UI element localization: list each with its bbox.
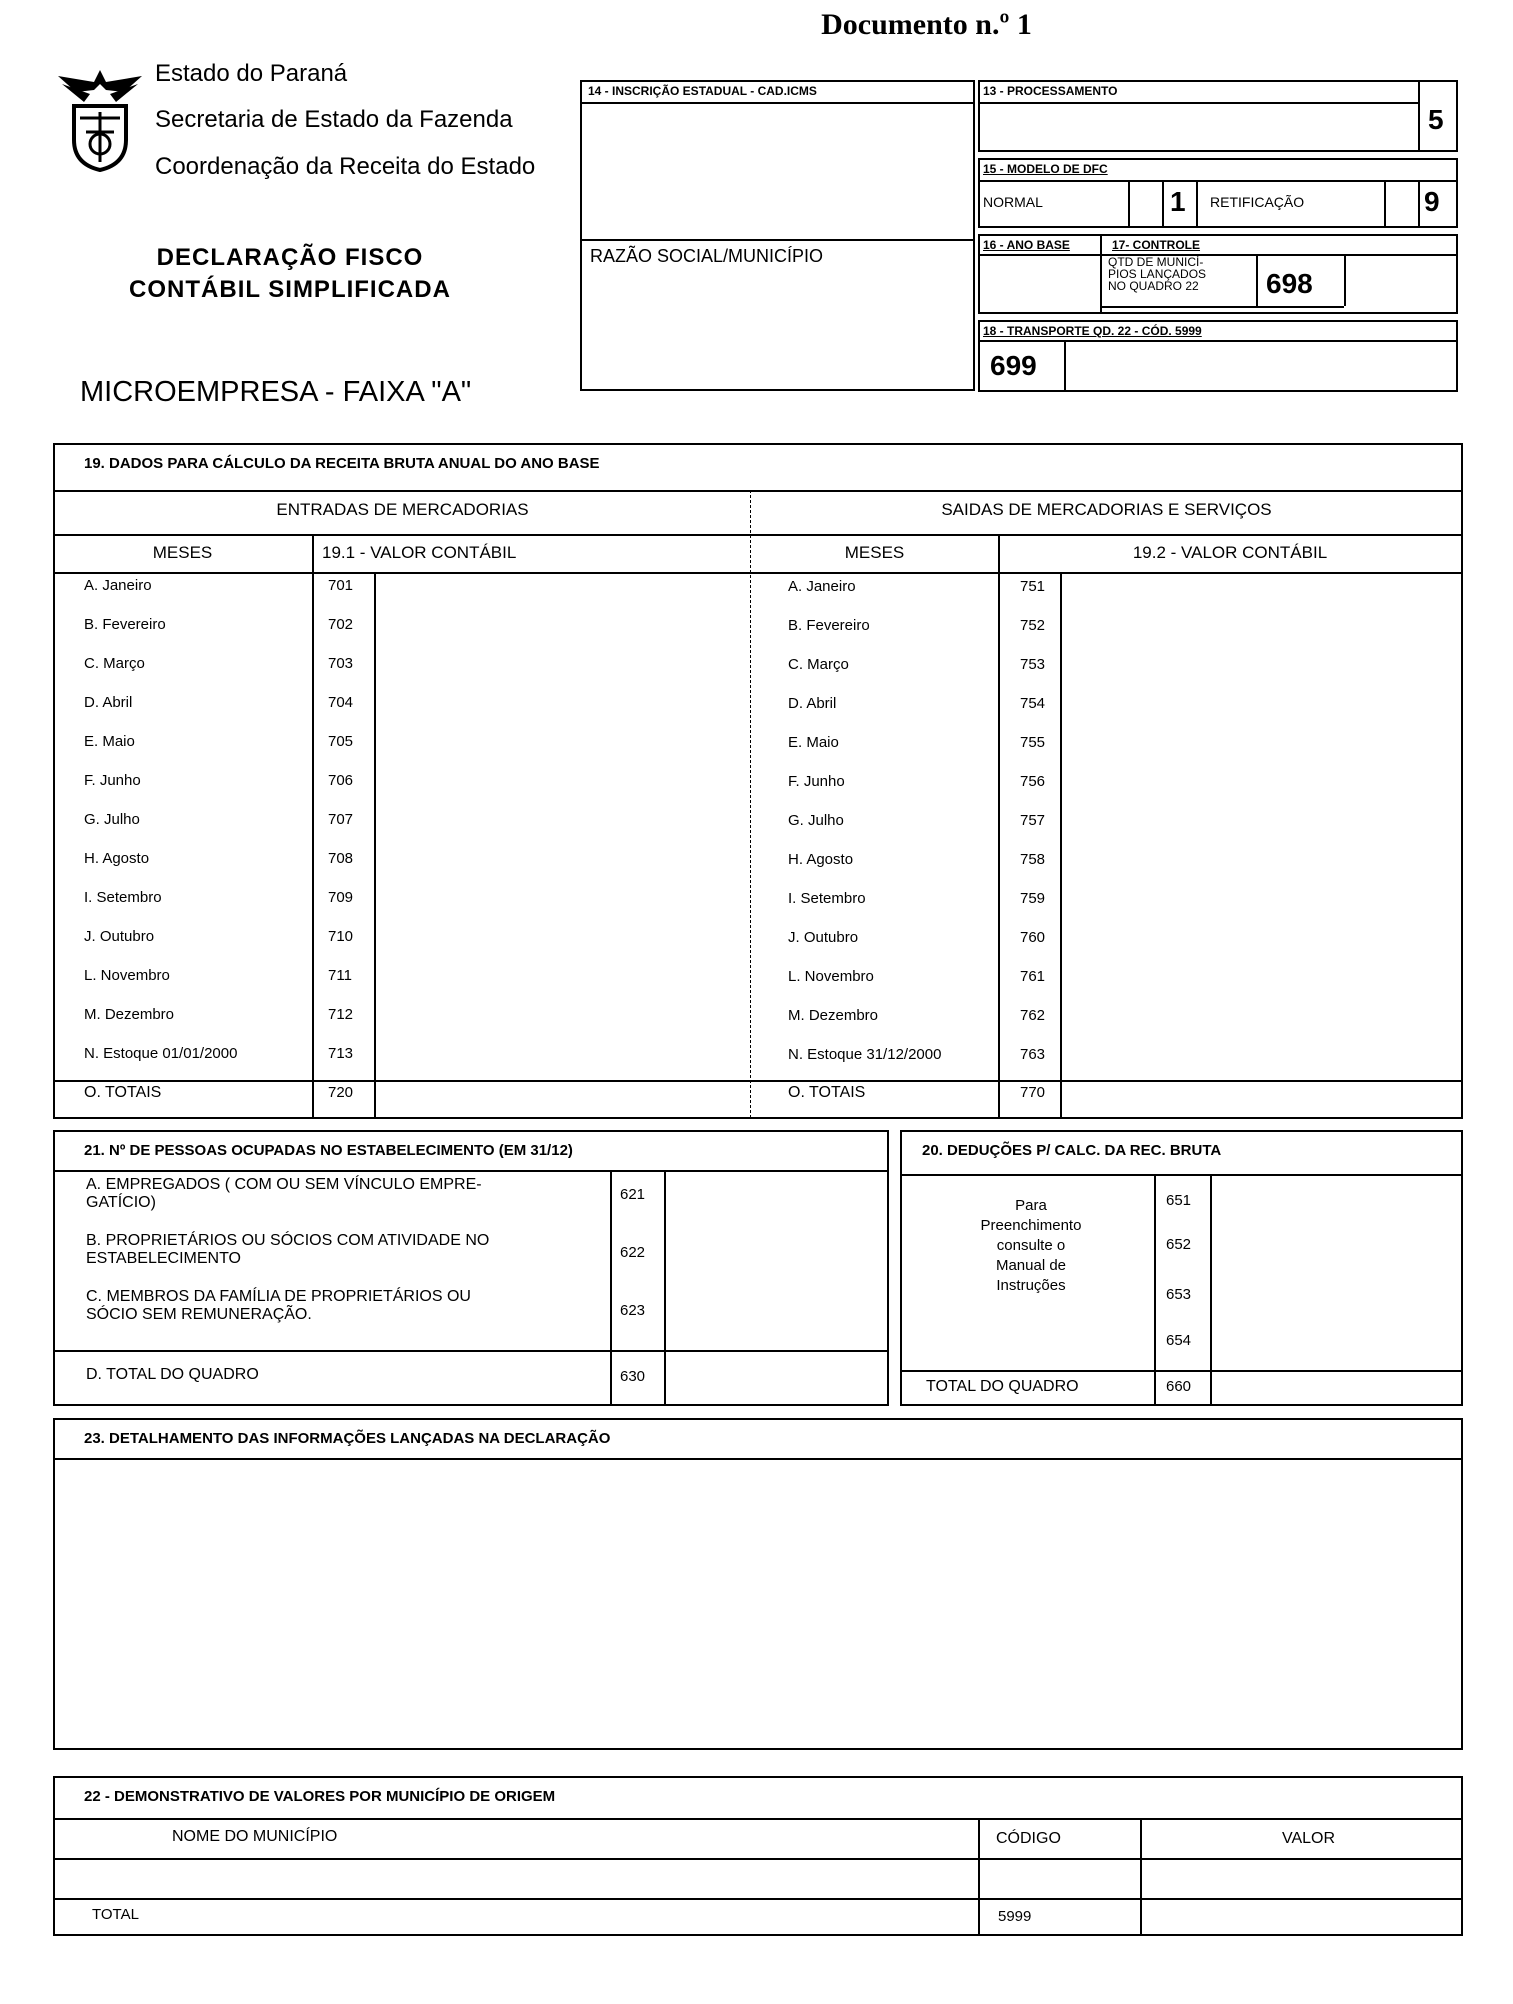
codigo-field[interactable] xyxy=(980,1860,1138,1896)
entradas-code: 706 xyxy=(328,772,354,789)
entradas-mes: M. Dezembro xyxy=(84,1006,175,1023)
category-label: MICROEMPRESA - FAIXA "A" xyxy=(80,376,472,408)
totais-entradas-label: O. TOTAIS xyxy=(84,1084,162,1101)
pessoas-row-empregados: A. EMPREGADOS ( COM OU SEM VÍNCULO EMPRE- GATÍCIO) xyxy=(86,1176,482,1211)
pessoas-row-proprietarios: B. PROPRIETÁRIOS OU SÓCIOS COM ATIVIDADE NO ESTABELECIMENTO xyxy=(86,1232,490,1267)
saidas-code: 763 xyxy=(1020,1046,1046,1063)
col-municipio-header: NOME DO MUNICÍPIO xyxy=(172,1828,338,1845)
deducoes-total-code: 660 xyxy=(1166,1378,1192,1395)
section-21-title: 21. Nº DE PESSOAS OCUPADAS NO ESTABELECIMENTO (EM 31/12) xyxy=(84,1142,573,1159)
inscricao-field[interactable] xyxy=(582,104,973,238)
saidas-code: 751 xyxy=(1020,578,1046,595)
entradas-mes: C. Março xyxy=(84,655,145,672)
saidas-mes: D. Abril xyxy=(788,695,837,712)
col-valor-header: VALOR xyxy=(1282,1830,1336,1847)
entradas-code: 709 xyxy=(328,889,354,906)
deducoes-code: 653 xyxy=(1166,1286,1192,1303)
saidas-mes: G. Julho xyxy=(788,812,844,829)
entradas-code: 702 xyxy=(328,616,354,633)
entradas-mes: J. Outubro xyxy=(84,928,155,945)
entradas-mes: F. Junho xyxy=(84,772,141,789)
transporte-value: 699 xyxy=(990,350,1037,381)
meses-header-right: MESES xyxy=(844,543,905,562)
processamento-label: 13 - PROCESSAMENTO xyxy=(983,84,1118,98)
saidas-mes: M. Dezembro xyxy=(788,1007,879,1024)
section-20-title: 20. DEDUÇÕES P/ CALC. DA REC. BRUTA xyxy=(922,1142,1222,1159)
form-title-line1: DECLARAÇÃO FISCO xyxy=(156,244,424,271)
deducoes-values-field[interactable] xyxy=(1212,1176,1461,1368)
section-23-title: 23. DETALHAMENTO DAS INFORMAÇÕES LANÇADAS NA DECLARAÇÃO xyxy=(84,1430,611,1447)
totais-saidas-code: 770 xyxy=(1020,1084,1046,1101)
razao-label: RAZÃO SOCIAL/MUNICÍPIO xyxy=(590,246,824,266)
municipio-total-field[interactable] xyxy=(1142,1900,1461,1934)
entradas-mes: E. Maio xyxy=(84,733,135,750)
pessoas-code: 623 xyxy=(620,1302,646,1319)
retificacao-value: 9 xyxy=(1424,186,1440,217)
deducoes-total-label: TOTAL DO QUADRO xyxy=(926,1378,1079,1395)
normal-value: 1 xyxy=(1170,186,1186,217)
saidas-mes: L. Novembro xyxy=(788,968,874,985)
modelo-label: 15 - MODELO DE DFC xyxy=(983,162,1108,176)
coordination-name: Coordenação da Receita do Estado xyxy=(155,153,536,180)
qtd-municipios-value: 698 xyxy=(1266,268,1313,299)
valor-contabil-1-header: 19.1 - VALOR CONTÁBIL xyxy=(322,543,517,562)
saidas-mes: J. Outubro xyxy=(788,929,859,946)
entradas-mes: N. Estoque 01/01/2000 xyxy=(84,1045,238,1062)
entradas-code: 710 xyxy=(328,928,354,945)
state-name: Estado do Paraná xyxy=(155,60,348,87)
saidas-code: 758 xyxy=(1020,851,1046,868)
form-title xyxy=(90,242,490,306)
entradas-code: 711 xyxy=(328,967,352,984)
entradas-code: 703 xyxy=(328,655,354,672)
section-19-title: 19. DADOS PARA CÁLCULO DA RECEITA BRUTA ANUAL DO ANO BASE xyxy=(84,455,600,472)
document-title: Documento n.º 1 xyxy=(821,8,1032,41)
pessoas-values-field[interactable] xyxy=(666,1172,887,1348)
saidas-mes: C. Março xyxy=(788,656,849,673)
entradas-code: 701 xyxy=(328,577,354,594)
municipio-total-label: TOTAL xyxy=(92,1906,139,1923)
entradas-mes: D. Abril xyxy=(84,694,133,711)
saidas-mes: E. Maio xyxy=(788,734,839,751)
totais-entradas-field[interactable] xyxy=(376,1082,748,1117)
entradas-code: 705 xyxy=(328,733,354,750)
saidas-code: 753 xyxy=(1020,656,1046,673)
pessoas-code: 621 xyxy=(620,1186,646,1203)
saidas-code: 755 xyxy=(1020,734,1046,751)
saidas-mes: H. Agosto xyxy=(788,851,854,868)
deducoes-code: 654 xyxy=(1166,1332,1192,1349)
entradas-code: 704 xyxy=(328,694,354,711)
transporte-label: 18 - TRANSPORTE QD. 22 - CÓD. 5999 xyxy=(983,324,1202,338)
totais-saidas-label: O. TOTAIS xyxy=(788,1084,866,1101)
saidas-code: 757 xyxy=(1020,812,1046,829)
coat-of-arms-icon xyxy=(54,62,146,174)
processamento-value: 5 xyxy=(1428,104,1444,135)
pessoas-code: 622 xyxy=(620,1244,646,1261)
ano-base-label: 16 - ANO BASE xyxy=(983,238,1070,252)
entradas-code: 712 xyxy=(328,1006,354,1023)
entradas-mes: G. Julho xyxy=(84,811,140,828)
pessoas-row-membros: C. MEMBROS DA FAMÍLIA DE PROPRIETÁRIOS OU SÓCIO SEM REMUNERAÇÃO. xyxy=(86,1288,471,1323)
section-22-title: 22 - DEMONSTRATIVO DE VALORES POR MUNICÍPIO DE ORIGEM xyxy=(84,1788,556,1805)
form-title-line2: CONTÁBIL SIMPLIFICADA xyxy=(129,276,451,303)
saidas-code: 754 xyxy=(1020,695,1046,712)
entradas-header: ENTRADAS DE MERCADORIAS xyxy=(276,500,529,519)
valor-contabil-2-header: 19.2 - VALOR CONTÁBIL xyxy=(1132,543,1328,562)
deducoes-code: 651 xyxy=(1166,1192,1192,1209)
col-codigo-header: CÓDIGO xyxy=(996,1830,1061,1847)
saidas-mes: A. Janeiro xyxy=(788,578,856,595)
entradas-mes: L. Novembro xyxy=(84,967,170,984)
totais-entradas-code: 720 xyxy=(328,1084,354,1101)
saidas-values-field[interactable] xyxy=(1062,574,1461,1078)
entradas-mes: A. Janeiro xyxy=(84,577,152,594)
saidas-mes: I. Setembro xyxy=(788,890,866,907)
pessoas-total-code: 630 xyxy=(620,1368,646,1385)
deducoes-code: 652 xyxy=(1166,1236,1192,1253)
inscricao-label: 14 - INSCRIÇÃO ESTADUAL - CAD.ICMS xyxy=(588,84,817,98)
saidas-mes: B. Fevereiro xyxy=(788,617,870,634)
retificacao-label: RETIFICAÇÃO xyxy=(1210,194,1305,210)
secretariat-name: Secretaria de Estado da Fazenda xyxy=(155,106,513,133)
saidas-code: 756 xyxy=(1020,773,1046,790)
meses-header-left: MESES xyxy=(152,543,213,562)
saidas-header: SAIDAS DE MERCADORIAS E SERVIÇOS xyxy=(941,500,1272,519)
entradas-values-field[interactable] xyxy=(376,574,748,1078)
saidas-code: 759 xyxy=(1020,890,1046,907)
valor-field[interactable] xyxy=(1142,1860,1461,1896)
saidas-mes: F. Junho xyxy=(788,773,845,790)
saidas-code: 760 xyxy=(1020,929,1046,946)
entradas-code: 713 xyxy=(328,1045,354,1062)
entradas-mes: H. Agosto xyxy=(84,850,150,867)
entradas-code: 707 xyxy=(328,811,354,828)
transporte-field[interactable] xyxy=(1066,342,1456,390)
totais-saidas-field[interactable] xyxy=(1062,1082,1461,1117)
municipio-total-code: 5999 xyxy=(998,1908,1032,1925)
pessoas-total-field[interactable] xyxy=(666,1352,887,1404)
normal-label: NORMAL xyxy=(983,194,1043,210)
razao-field[interactable] xyxy=(582,270,973,388)
municipio-field[interactable] xyxy=(55,1860,976,1896)
ano-base-field[interactable] xyxy=(980,256,1098,312)
saidas-code: 761 xyxy=(1020,968,1046,985)
controle-label: 17- CONTROLE xyxy=(1112,238,1201,252)
saidas-code: 762 xyxy=(1020,1007,1046,1024)
entradas-mes: I. Setembro xyxy=(84,889,162,906)
entradas-code: 708 xyxy=(328,850,354,867)
deducoes-instructions: Para Preenchimento consulte o Manual de Instruções xyxy=(980,1197,1082,1294)
entradas-mes: B. Fevereiro xyxy=(84,616,166,633)
saidas-code: 752 xyxy=(1020,617,1046,634)
deducoes-total-field[interactable] xyxy=(1212,1372,1461,1404)
qtd-municipios-label: QTD DE MUNICÍ- PIOS LANÇADOS NO QUADRO 22 xyxy=(1108,255,1207,293)
detalhamento-field[interactable] xyxy=(55,1460,1461,1748)
pessoas-total-label: D. TOTAL DO QUADRO xyxy=(86,1366,259,1383)
saidas-mes: N. Estoque 31/12/2000 xyxy=(788,1046,942,1063)
